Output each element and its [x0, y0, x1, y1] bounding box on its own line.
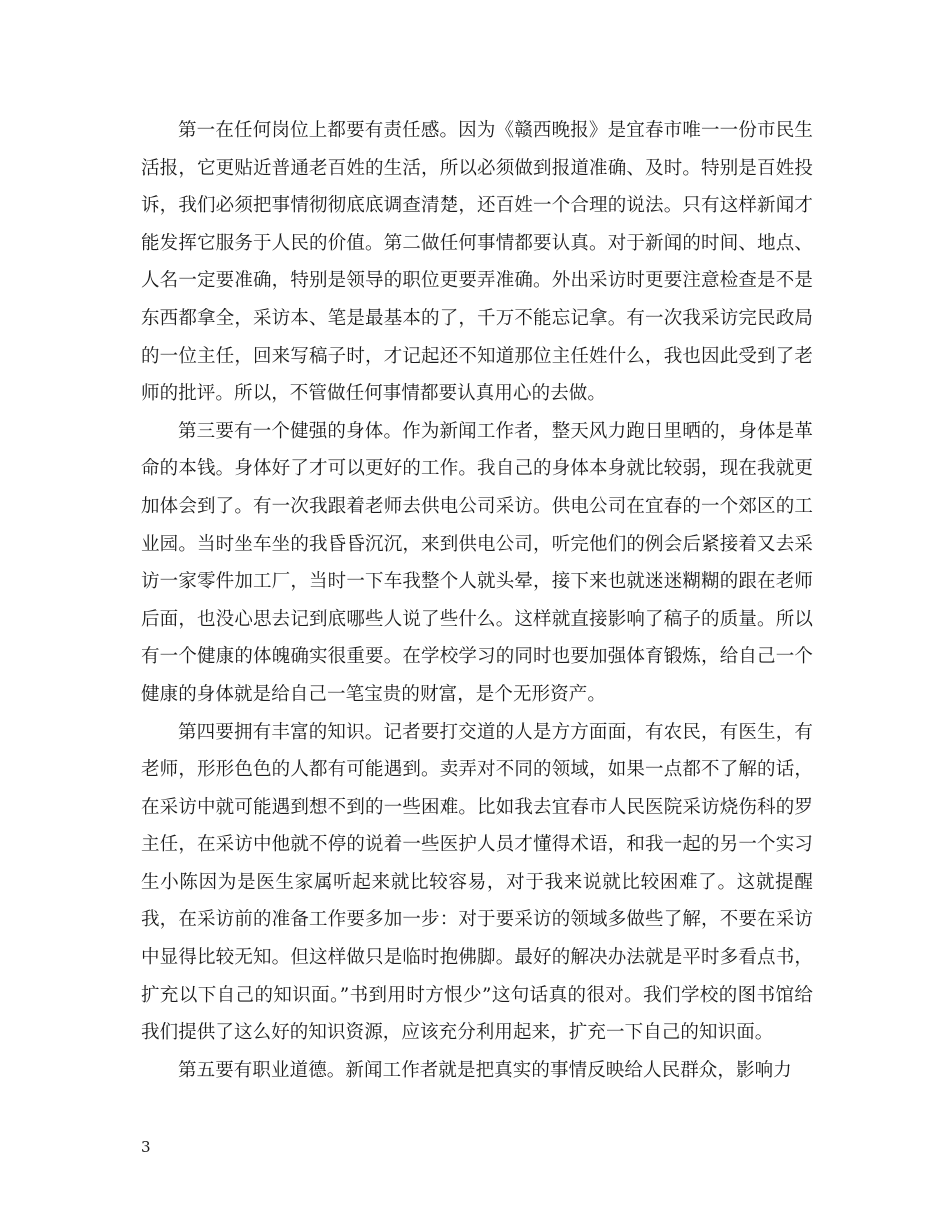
- page-number: 3: [141, 1138, 151, 1156]
- body-text: [141, 112, 813, 1089]
- paragraph-4: 第五要有职业道德。新闻工作者就是把真实的事情反映给人民群众，影响力: [178, 1059, 792, 1081]
- paragraph-3: 第四要拥有丰富的知识。记者要打交道的人是方方面面，有农民，有医生，有老师，形形色色的人都有可能遇到。卖弄对不同的领域，如果一点都不了解的话，在采访中就可能遇到想不到的一些困难。比如我去宜春市人民医院采访烧伤科的罗主任，在采访中他就不停的说着一些医护人员才懂得术语，和我一起的另一个实习生小陈因为是医生家属听起来就比较容易，对于我来说就比较困难了。这就提醒我，在采访前的准备工作要多加一步：对于要采访的领域多做些了解，不要在采访中显得比较无知。但这样做只是临时抱佛脚。最好的解决办法就是平时多看点书，扩充以下自己的知识面。”书到用时方恨少”这句话真的很对。我们学校的图书馆给我们提供了这么好的知识资源，应该充分利用起来，扩充一下自己的知识面。: [141, 721, 813, 1044]
- paragraph-2: 第三要有一个健强的身体。作为新闻工作者，整天风力跑日里晒的，身体是革命的本钱。身体好了才可以更好的工作。我自己的身体本身就比较弱，现在我就更加体会到了。有一次我跟着老师去供电公司采访。供电公司在宜春的一个郊区的工业园。当时坐车坐的我昏昏沉沉，来到供电公司，听完他们的例会后紧接着又去采访一家零件加工厂，当时一下车我整个人就头晕，接下来也就迷迷糊糊的跟在老师后面，也没心思去记到底哪些人说了些什么。这样就直接影响了稿子的质量。所以有一个健康的体魄确实很重要。在学校学习的同时也要加强体育锻炼，给自己一个健康的身体就是给自己一笔宝贵的财富，是个无形资产。: [141, 420, 813, 705]
- paragraph-1: 第一在任何岗位上都要有责任感。因为《赣西晚报》是宜春市唯一一份市民生活报，它更贴近普通老百姓的生活，所以必须做到报道准确、及时。特别是百姓投诉，我们必须把事情彻彻底底调查清楚，还百姓一个合理的说法。只有这样新闻才能发挥它服务于人民的价值。第二做任何事情都要认真。对于新闻的时间、地点、人名一定要准确，特别是领导的职位更要弄准确。外出采访时更要注意检查是不是东西都拿全，采访本、笔是最基本的了，千万不能忘记拿。有一次我采访完民政局的一位主任，回来写稿子时，才记起还不知道那位主任姓什么，我也因此受到了老师的批评。所以，不管做任何事情都要认真用心的去做。: [141, 120, 813, 405]
